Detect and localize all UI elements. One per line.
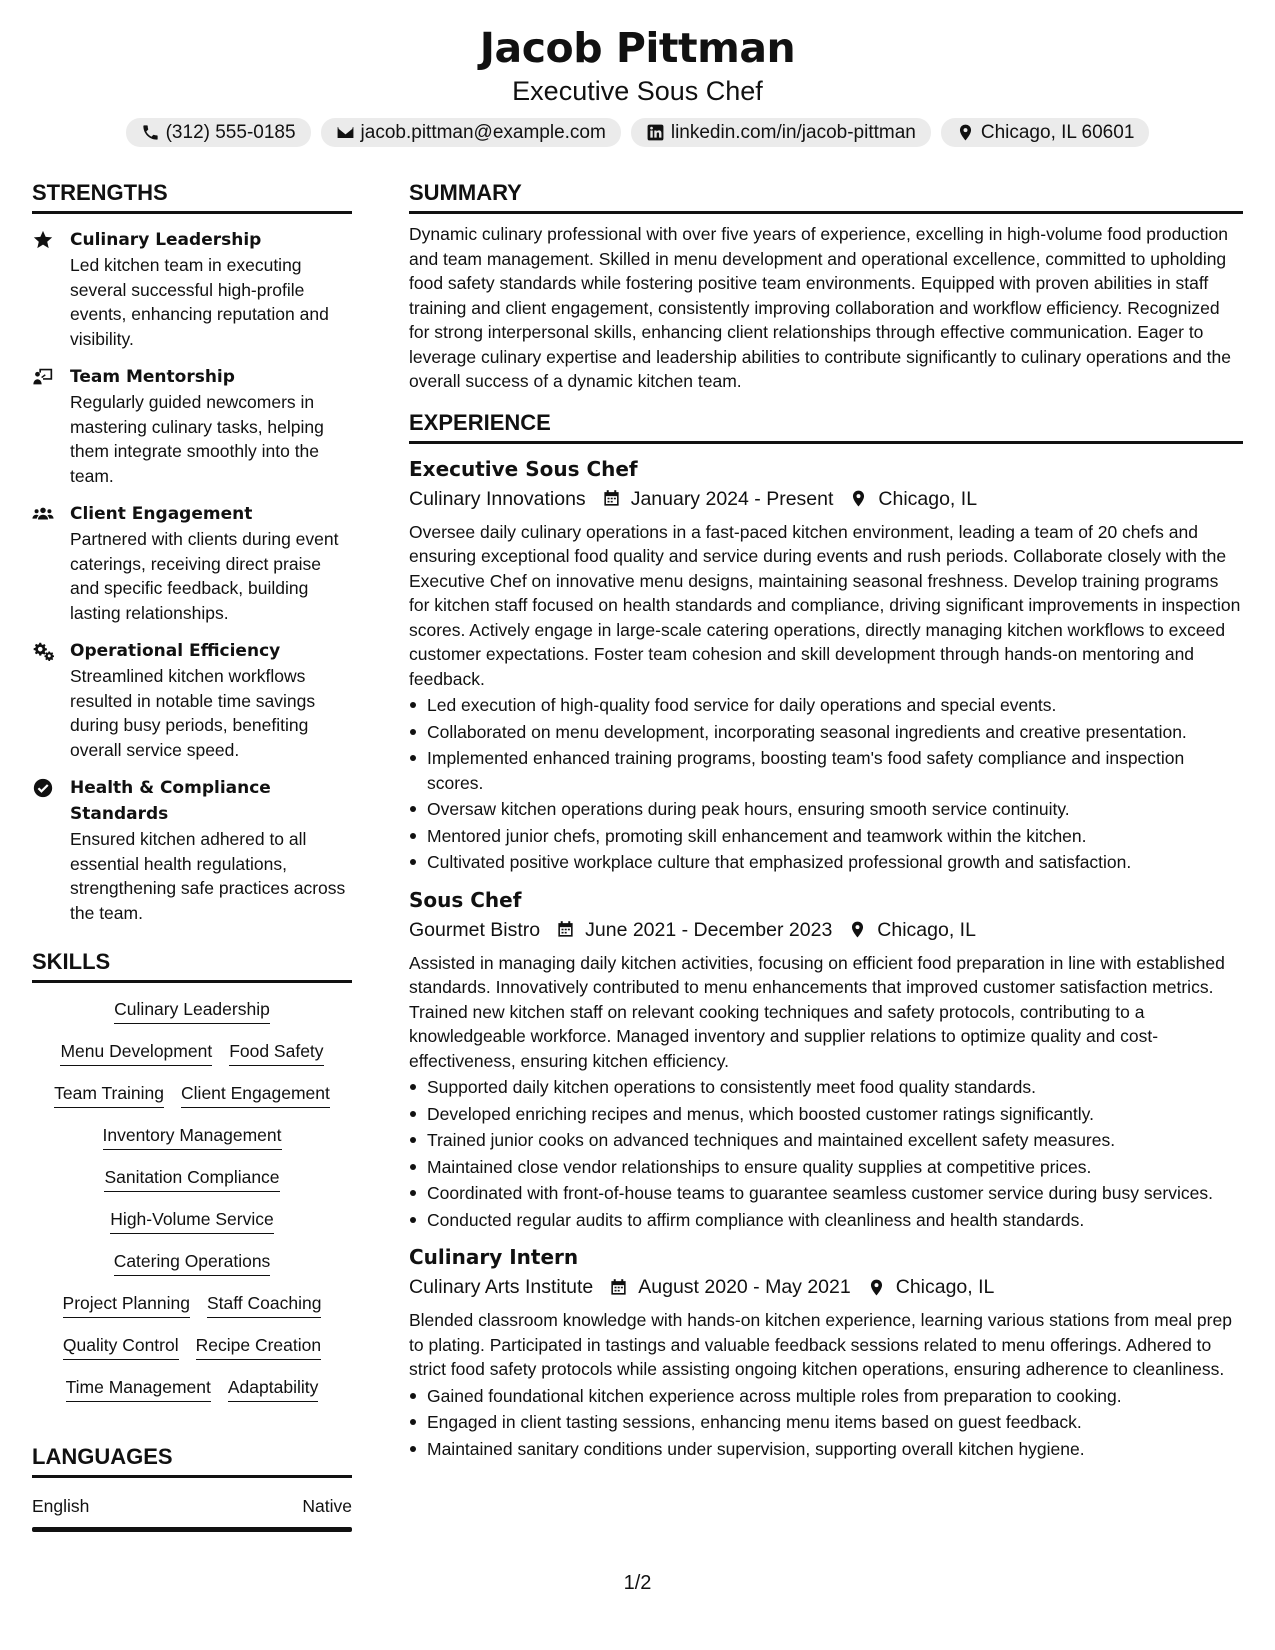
map-pin-icon — [956, 123, 975, 142]
list-item: Engaged in client tasting sessions, enhancing menu items based on guest feedback. — [409, 1410, 1243, 1435]
job-description: Blended classroom knowledge with hands-on kitchen experience, learning various stations from meal prep to plating. Participated in tastings and valuable feedback sessions related to menu offerings. Adhered to strict food safety protocols while assisting ongoing kitchen operations, ensuring adherence to cleanliness. — [409, 1310, 1232, 1379]
job-entry — [409, 454, 1243, 875]
job-title: Culinary Intern — [409, 1245, 579, 1269]
job-description: Oversee daily culinary operations in a fast-paced kitchen environment, leading a team of 20 chefs and ensuring exceptional food quality and service during events and rush periods. Collaborate closely with the Executive Chef on innovative menu designs, maintaining seasonal freshness. Develop training programs for kitchen staff focused on health standards and compliance, driving significant improvements in inspection scores. Actively engage in large-scale catering operations, directly managing kitchen workflows to exceed customer expectations. Foster team cohesion and skill development through hands-on mentoring and feedback. — [409, 521, 1241, 689]
page-number: 1/2 — [623, 1572, 652, 1594]
skill-tag: Time Management — [66, 1375, 211, 1402]
job-location: Chicago, IL — [877, 918, 976, 941]
list-item: Maintained close vendor relationships to ensure quality supplies at competitive prices. — [409, 1155, 1243, 1180]
job-dates: January 2024 - Present — [630, 487, 834, 510]
contact-email[interactable] — [321, 118, 621, 147]
list-item: Gained foundational kitchen experience across multiple roles from preparation to cooking. — [409, 1384, 1243, 1409]
envelope-icon — [336, 123, 355, 142]
candidate-headline: Executive Sous Chef — [512, 76, 763, 106]
users-icon — [32, 503, 54, 525]
list-item: Developed enriching recipes and menus, which boosted customer ratings significantly. — [409, 1102, 1243, 1127]
skill-tag: Staff Coaching — [207, 1291, 321, 1318]
list-item: Mentored junior chefs, promoting skill enhancement and teamwork within the kitchen. — [409, 824, 1243, 849]
skill-tag: Food Safety — [229, 1039, 323, 1066]
contact-location — [941, 118, 1150, 147]
skill-tag: Inventory Management — [103, 1123, 282, 1150]
strength-title: Operational Efficiency — [70, 641, 281, 661]
star-icon — [32, 229, 54, 251]
list-item: Cultivated positive workplace culture that emphasized professional growth and satisfaction. — [409, 850, 1243, 875]
contact-phone-text: (312) 555-0185 — [165, 121, 296, 143]
map-pin-icon — [867, 1278, 886, 1297]
strength-desc: Led kitchen team in executing several successful high-profile events, enhancing reputation and visibility. — [70, 255, 329, 349]
map-pin-icon — [849, 489, 868, 508]
skills-heading: SKILLS — [32, 947, 352, 983]
skill-tag: Catering Operations — [114, 1249, 271, 1276]
skill-tag: Culinary Leadership — [114, 997, 270, 1024]
skill-row — [103, 1123, 282, 1150]
job-meta — [409, 484, 1243, 514]
job-entry — [409, 885, 1243, 1233]
skill-row — [110, 1207, 273, 1234]
job-dates: August 2020 - May 2021 — [638, 1276, 851, 1298]
strength-item — [32, 364, 352, 488]
strength-title: Client Engagement — [70, 504, 253, 524]
calendar-icon — [556, 920, 575, 939]
skill-tag: Project Planning — [63, 1291, 190, 1318]
strength-desc: Streamlined kitchen workflows resulted in notable time savings during busy periods, benefiting overall service speed. — [70, 666, 316, 760]
skills-list — [32, 997, 352, 1402]
candidate-name: Jacob Pittman — [479, 24, 796, 72]
job-dates: June 2021 - December 2023 — [585, 918, 833, 941]
strength-item — [32, 501, 352, 625]
job-title: Executive Sous Chef — [409, 456, 638, 481]
language-name: English — [32, 1496, 90, 1516]
summary-heading: SUMMARY — [409, 178, 1243, 214]
languages-heading: LANGUAGES — [32, 1442, 352, 1478]
strength-item — [32, 227, 352, 351]
resume-header — [0, 22, 1275, 147]
strength-item — [32, 638, 352, 762]
calendar-icon — [602, 489, 621, 508]
mentor-icon — [32, 366, 54, 388]
contact-bar — [0, 118, 1275, 147]
skill-row — [63, 1291, 322, 1318]
strength-title: Health & Compliance Standards — [70, 778, 271, 824]
job-meta — [409, 915, 1243, 945]
contact-linkedin-text: linkedin.com/in/jacob-pittman — [670, 121, 916, 143]
skill-row — [114, 997, 270, 1024]
list-item: Maintained sanitary conditions under supervision, supporting overall kitchen hygiene. — [409, 1437, 1243, 1462]
job-company: Culinary Arts Institute — [409, 1276, 594, 1298]
language-item — [32, 1494, 352, 1518]
list-item: Supported daily kitchen operations to consistently meet food quality standards. — [409, 1075, 1243, 1100]
job-location: Chicago, IL — [878, 487, 978, 510]
strengths-heading: STRENGTHS — [32, 178, 352, 214]
job-location: Chicago, IL — [895, 1276, 995, 1298]
strength-desc: Regularly guided newcomers in mastering culinary tasks, helping them integrate smoothly into the team. — [70, 392, 324, 486]
skill-row — [60, 1039, 323, 1066]
job-description: Assisted in managing daily kitchen activities, focusing on efficient food preparation in line with established standards. Innovatively contributed to menu enhancements that improved customer satisfaction metrics. Trained new kitchen staff on relevant cooking techniques and safety protocols, contributing to a knowledgeable workforce. Managed inventory and supplier relations to optimize quality and cost-effectiveness, ensuring kitchen efficiency. — [409, 952, 1225, 1071]
list-item: Collaborated on menu development, incorporating seasonal ingredients and creative presentation. — [409, 720, 1243, 745]
skill-tag: Sanitation Compliance — [104, 1165, 279, 1192]
skill-row — [63, 1333, 321, 1360]
gears-icon — [32, 640, 54, 662]
skill-row — [114, 1249, 271, 1276]
summary-text: Dynamic culinary professional with over five years of experience, excelling in high-volume food production and team management. Skilled in menu development and operational excellence, committed to upholding food safety standards while fostering positive team environments. Equipped with proven abilities in staff training and client engagement, consistently improving collaboration and workflow efficiency. Recognized for strong interpersonal skills, enhancing client relationships through effective communication. Eager to leverage culinary expertise and leadership abilities to contribute significantly to culinary operations and the overall success of a dynamic kitchen team. — [409, 224, 1232, 391]
contact-linkedin[interactable] — [631, 118, 931, 147]
skill-row — [104, 1165, 279, 1192]
skill-tag: Client Engagement — [181, 1081, 330, 1108]
skill-tag: High-Volume Service — [110, 1207, 273, 1234]
phone-icon — [141, 123, 160, 142]
job-title: Sous Chef — [409, 887, 522, 912]
skill-tag: Quality Control — [63, 1333, 179, 1360]
strength-desc: Ensured kitchen adhered to all essential health regulations, strengthening safe practices across the team. — [70, 829, 346, 923]
strength-item — [32, 775, 352, 925]
skill-tag: Adaptability — [228, 1375, 318, 1402]
map-pin-icon — [848, 920, 867, 939]
skill-tag: Menu Development — [60, 1039, 212, 1066]
list-item: Trained junior cooks on advanced techniques and maintained excellent safety measures. — [409, 1128, 1243, 1153]
list-item: Oversaw kitchen operations during peak hours, ensuring smooth service continuity. — [409, 797, 1243, 822]
job-company: Culinary Innovations — [409, 487, 586, 510]
list-item: Coordinated with front-of-house teams to guarantee seamless customer service during busy services. — [409, 1181, 1243, 1206]
skill-tag: Team Training — [54, 1081, 164, 1108]
list-item: Implemented enhanced training programs, boosting team's food safety compliance and inspection scores. — [409, 746, 1243, 795]
left-column — [32, 178, 352, 1532]
contact-phone[interactable] — [126, 118, 311, 147]
job-entry — [409, 1242, 1243, 1461]
job-bullets — [409, 693, 1243, 875]
strength-desc: Partnered with clients during event caterings, receiving direct praise and specific feedback, building lasting relationships. — [70, 529, 339, 623]
contact-email-text: jacob.pittman@example.com — [360, 121, 606, 143]
linkedin-icon — [646, 123, 665, 142]
strength-title: Culinary Leadership — [70, 230, 262, 250]
right-column — [409, 178, 1243, 1461]
experience-heading: EXPERIENCE — [409, 408, 1243, 444]
skill-row — [54, 1081, 330, 1108]
job-company: Gourmet Bistro — [409, 918, 541, 941]
skill-row — [66, 1375, 319, 1402]
language-proficiency-bar — [32, 1527, 352, 1532]
strength-title: Team Mentorship — [70, 367, 235, 387]
job-meta — [409, 1272, 1243, 1302]
list-item: Conducted regular audits to affirm compliance with cleanliness and health standards. — [409, 1208, 1243, 1233]
language-level: Native — [302, 1496, 352, 1516]
check-circle-icon — [32, 777, 54, 799]
skill-tag: Recipe Creation — [196, 1333, 321, 1360]
contact-location-text: Chicago, IL 60601 — [980, 121, 1135, 143]
job-bullets — [409, 1075, 1243, 1232]
calendar-icon — [609, 1278, 628, 1297]
list-item: Led execution of high-quality food service for daily operations and special events. — [409, 693, 1243, 718]
job-bullets — [409, 1384, 1243, 1462]
